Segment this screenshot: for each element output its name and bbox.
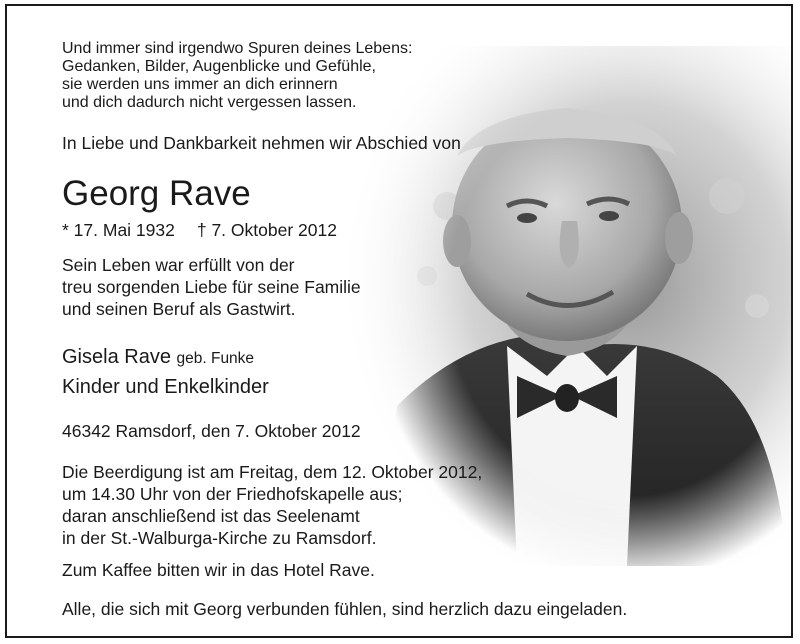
funeral-details (62, 461, 482, 549)
wife-maiden-name: geb. Funke (176, 350, 255, 367)
funeral-line: um 14.30 Uhr von der Friedhofskapelle aus; (62, 484, 403, 504)
funeral-line: in der St.-Walburga-Kirche zu Ramsdorf. (62, 528, 377, 548)
poem-line: sie werden uns immer an dich erinnern (62, 76, 338, 93)
obituary-notice (5, 4, 793, 638)
life-dates (62, 219, 337, 241)
birth-date: * 17. Mai 1932 (62, 220, 175, 240)
life-line: Sein Leben war erfüllt von der (62, 255, 295, 275)
farewell-intro: In Liebe und Dankbarkeit nehmen wir Abschied von (62, 133, 461, 153)
mourner-family: Kinder und Enkelkinder (62, 376, 269, 398)
coffee-invitation: Zum Kaffee bitten wir in das Hotel Rave. (62, 560, 375, 580)
funeral-line: daran anschließend ist das Seelenamt (62, 506, 360, 526)
wife-name: Gisela Rave (62, 346, 171, 368)
life-line: treu sorgenden Liebe für seine Familie (62, 277, 361, 297)
deceased-name: Georg Rave (62, 174, 251, 213)
life-description (62, 254, 361, 320)
poem-line: Und immer sind irgendwo Spuren deines Lebens: (62, 40, 413, 57)
place-date: 46342 Ramsdorf, den 7. Oktober 2012 (62, 421, 361, 441)
funeral-line: Die Beerdigung ist am Freitag, dem 12. Oktober 2012, (62, 462, 483, 482)
poem-line: und dich dadurch nicht vergessen lassen. (62, 94, 357, 111)
memorial-poem (62, 40, 412, 112)
general-invitation: Alle, die sich mit Georg verbunden fühlen, sind herzlich dazu eingeladen. (62, 599, 628, 619)
poem-line: Gedanken, Bilder, Augenblicke und Gefühle, (62, 58, 376, 75)
death-date: † 7. Oktober 2012 (196, 220, 337, 240)
life-line: und seinen Beruf als Gastwirt. (62, 299, 296, 319)
mourner-wife (62, 345, 254, 371)
